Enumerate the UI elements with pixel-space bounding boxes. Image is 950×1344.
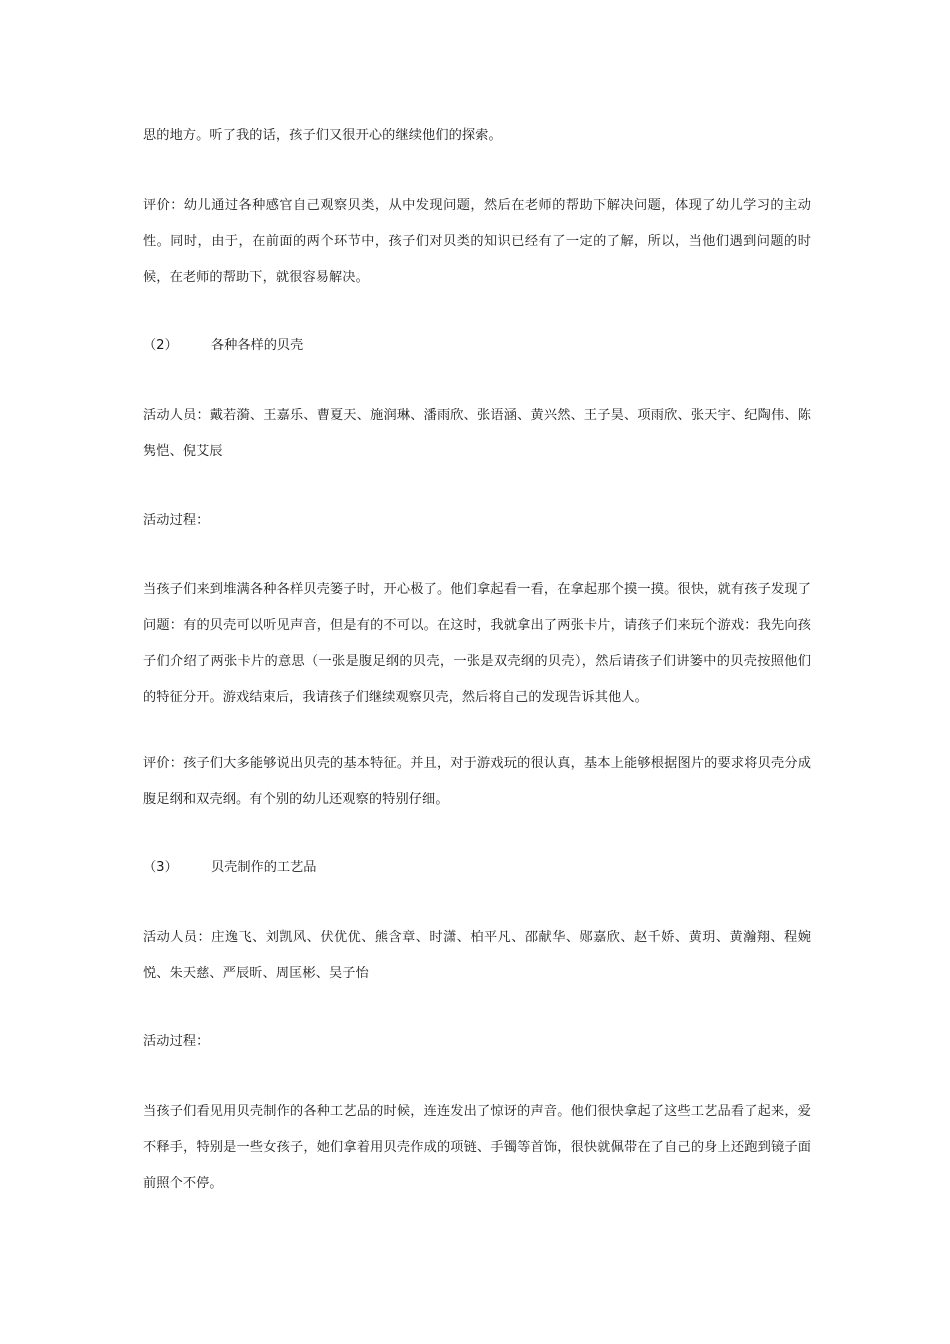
process-paragraph-2: 当孩子们来到堆满各种各样贝壳篓子时，开心极了。他们拿起看一看，在拿起那个摸一摸。很快，就有孩子发现了问题：有的贝壳可以听见声音，但是有的不可以。在这时，我就拿出了两张卡片，请孩子们来玩个游戏：我先向孩子们介绍了两张卡片的意思（一张是腹足纲的贝壳，一张是双壳纲的贝壳），然后请孩子们讲篓中的贝壳按照他们的特征分开。游戏结束后，我请孩子们继续观察贝壳，然后将自己的发现告诉其他人。	[143, 582, 811, 705]
process-paragraph-3: 当孩子们看见用贝壳制作的各种工艺品的时候，连连发出了惊讶的声音。他们很快拿起了这些工艺品看了起来，爱不释手，特别是一些女孩子，她们拿着用贝壳作成的项链、手镯等首饰，很快就佩带在了自己的身上还跑到镜子面前照个不停。	[143, 1104, 811, 1191]
participants-paragraph-2: 活动人员：戴若漪、王嘉乐、曹夏天、施润琳、潘雨欣、张语涵、黄兴然、王子昊、项雨欣、张天宇、纪陶伟、陈隽恺、倪艾辰	[143, 408, 811, 459]
section-heading-2	[143, 328, 303, 364]
section-heading-3	[143, 850, 317, 886]
evaluation-paragraph-2: 评价：孩子们大多能够说出贝壳的基本特征。并且，对于游戏玩的很认真，基本上能够根据图片的要求将贝壳分成腹足纲和双壳纲。有个别的幼儿还观察的特别仔细。	[143, 756, 811, 807]
process-label-2: 活动过程：	[143, 513, 210, 528]
section-number-3: （3）	[143, 860, 178, 875]
evaluation-paragraph-1: 评价：幼儿通过各种感官自己观察贝类，从中发现问题，然后在老师的帮助下解决问题，体现了幼儿学习的主动性。同时，由于，在前面的两个环节中，孩子们对贝类的知识已经有了一定的了解，所以，当他们遇到问题的时候，在老师的帮助下，就很容易解决。	[143, 198, 811, 285]
paragraph-continuation: 思的地方。听了我的话，孩子们又很开心的继续他们的探索。	[143, 128, 502, 143]
process-label-3: 活动过程：	[143, 1034, 210, 1049]
section-title-3: 贝壳制作的工艺品	[211, 860, 317, 875]
section-number-2: （2）	[143, 338, 178, 353]
section-title-2: 各种各样的贝壳	[211, 338, 304, 353]
participants-paragraph-3: 活动人员：庄逸飞、刘凯风、伏优优、熊含章、时潇、柏平凡、邵献华、郧嘉欣、赵千娇、黄玥、黄瀚翔、程婉悦、朱天慈、严辰昕、周匡彬、吴子怡	[143, 930, 811, 981]
